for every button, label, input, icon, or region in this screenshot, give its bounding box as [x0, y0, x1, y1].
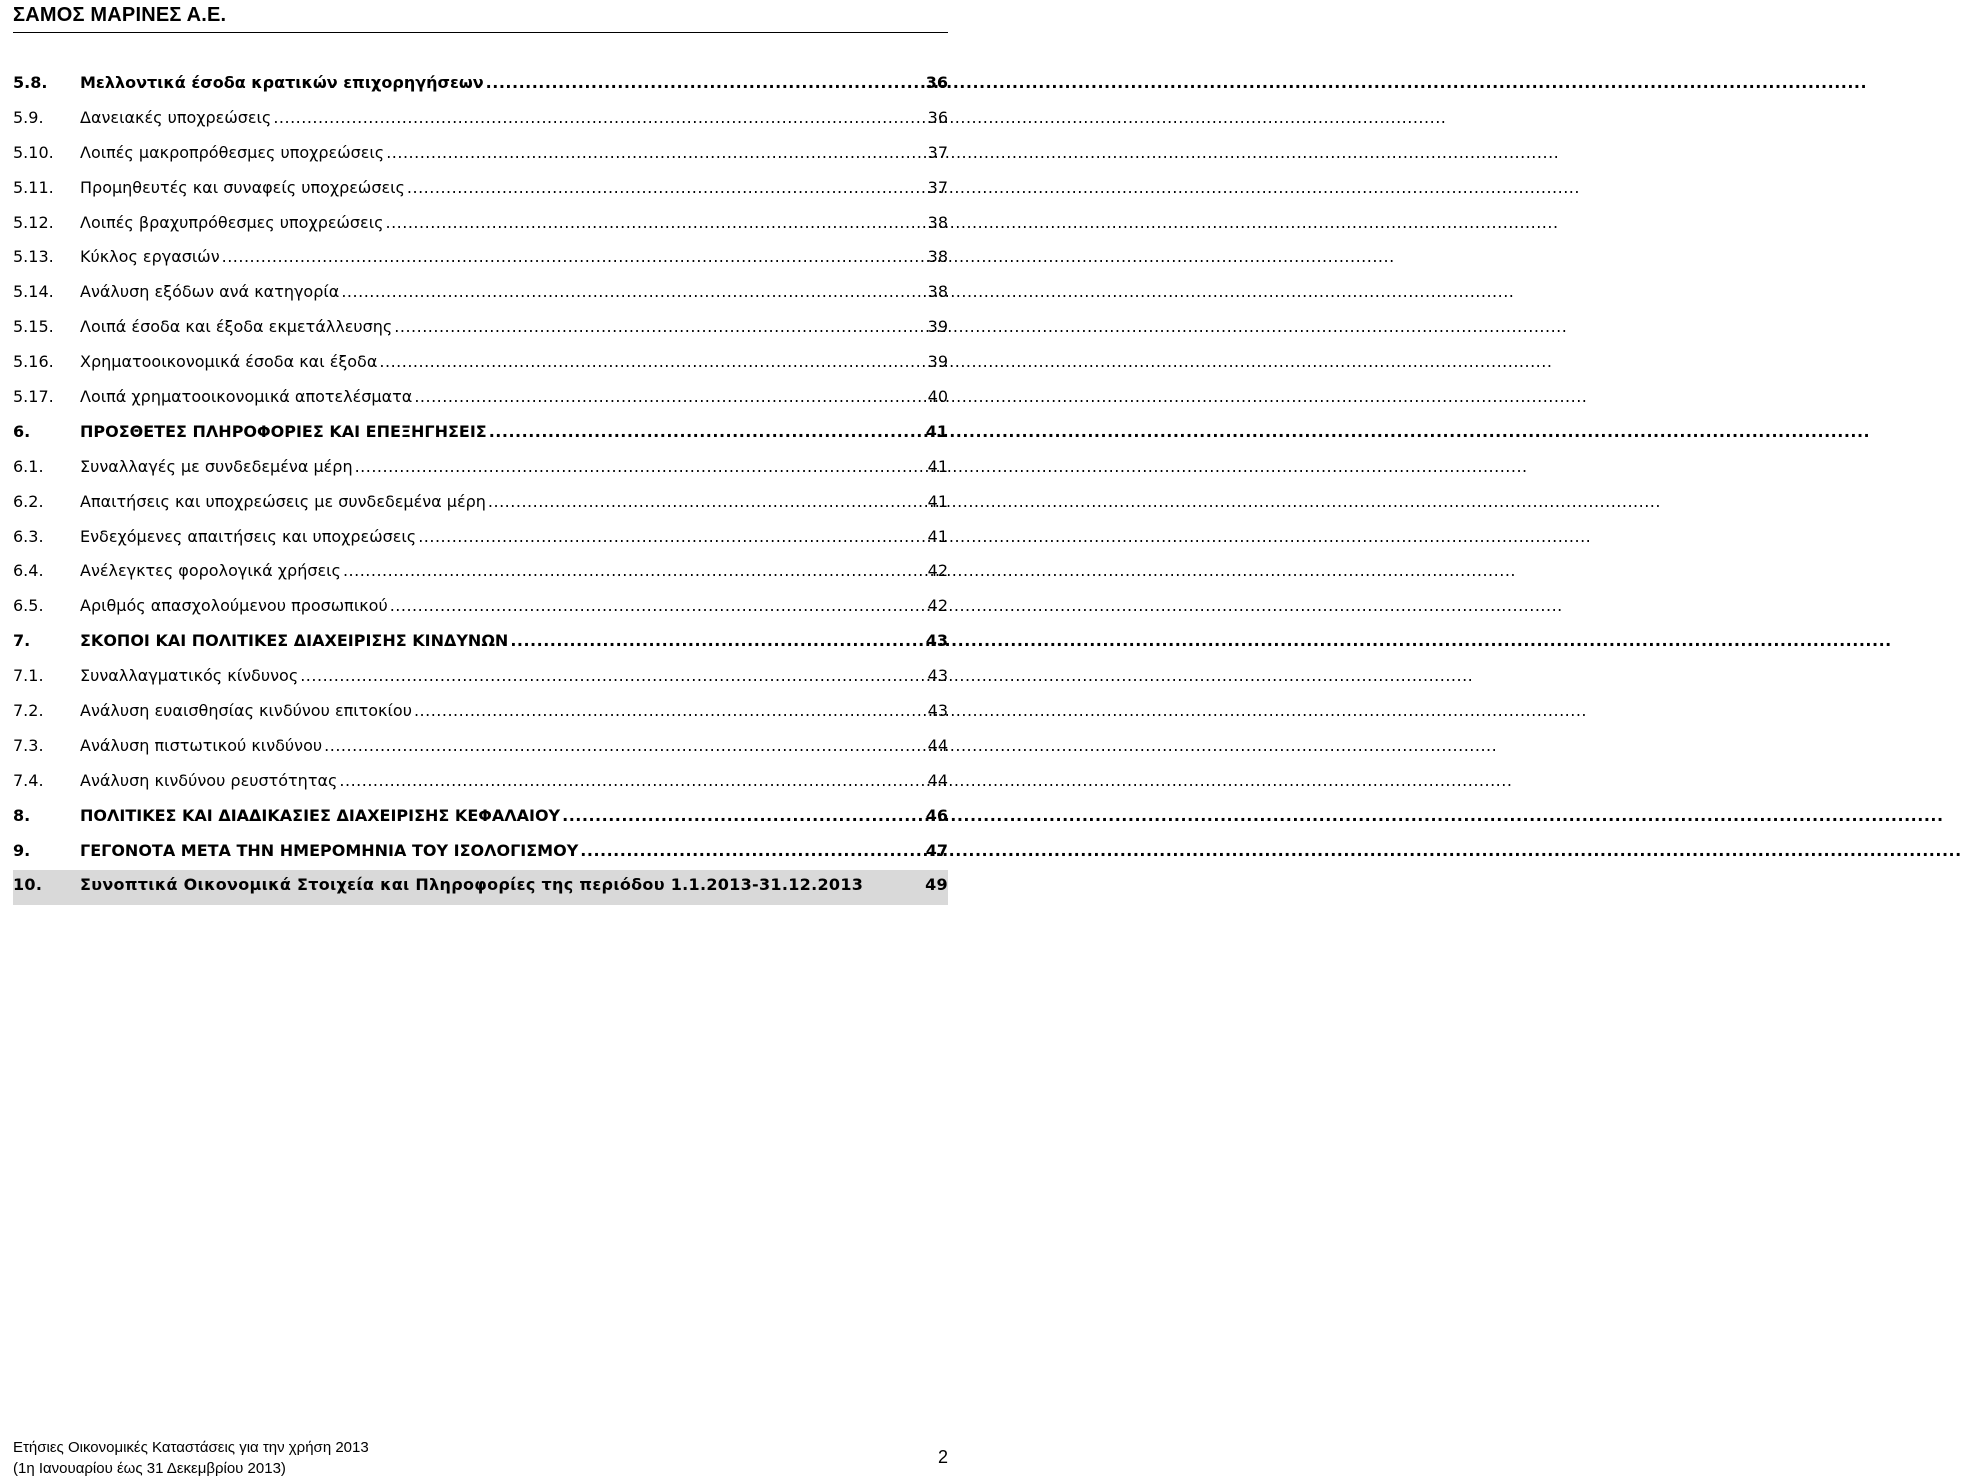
toc-entry-number: 5.15. [13, 317, 54, 337]
toc-entry-title[interactable]: Ανέλεγκτες φορολογικά χρήσεις [80, 561, 341, 581]
toc-entry[interactable] [13, 312, 948, 347]
toc-entry-page: 38 [927, 282, 948, 302]
dot-leader [271, 103, 925, 133]
document-footer [13, 1437, 948, 1475]
toc-entry[interactable] [13, 417, 948, 452]
dot-leader [341, 556, 926, 586]
toc-entry[interactable] [13, 661, 948, 696]
toc-entry-number: 6.2. [13, 491, 44, 511]
dot-leader [384, 138, 925, 168]
toc-entry-number: 5.17. [13, 387, 54, 407]
toc-entry-number: 5.8. [13, 73, 48, 92]
toc-entry[interactable] [13, 208, 948, 243]
dot-leader [353, 452, 926, 482]
toc-entry-title[interactable]: Λοιπά έσοδα και έξοδα εκμετάλλευσης [80, 317, 393, 337]
toc-entry-title[interactable]: Λοιπές βραχυπρόθεσμες υποχρεώσεις [80, 212, 384, 232]
toc-entry[interactable] [13, 766, 948, 801]
toc-entry-number: 10. [13, 875, 43, 895]
toc-entry[interactable] [13, 138, 948, 173]
toc-entry-title[interactable]: Ανάλυση εξόδων ανά κατηγορία [80, 282, 340, 302]
toc-entry[interactable] [13, 801, 948, 836]
toc-entry-title[interactable]: Χρηματοοικονομικά έσοδα και έξοδα [80, 352, 378, 372]
document-header [13, 2, 948, 33]
toc-entry-page: 42 [927, 561, 948, 581]
toc-entry-title[interactable]: Ανάλυση πιστωτικού κινδύνου [80, 735, 323, 755]
page-number: 2 [937, 1447, 948, 1467]
toc-entry-number: 7.1. [13, 666, 44, 686]
toc-entry-number: 5.12. [13, 212, 54, 232]
toc-entry-number: 7. [13, 631, 31, 651]
toc-entry-page: 46 [925, 805, 948, 825]
dot-leader [560, 801, 924, 831]
toc-entry-number: 5.9. [13, 107, 44, 127]
toc-entry-title[interactable]: Λοιπά χρηματοοικονομικά αποτελέσματα [80, 387, 413, 407]
toc-entry[interactable] [13, 696, 948, 731]
toc-entry-number: 5.14. [13, 282, 54, 302]
toc-entry-title[interactable]: Ανάλυση ευαισθησίας κινδύνου επιτοκίου [80, 701, 412, 721]
toc-entry-page: 38 [927, 247, 948, 267]
dot-leader [339, 277, 925, 307]
toc-entry-page: 39 [927, 352, 948, 372]
toc-entry-page: 49 [925, 875, 948, 895]
toc-entry-title[interactable]: ΓΕΓΟΝΟΤΑ ΜΕΤΑ ΤΗΝ ΗΜΕΡΟΜΗΝΙΑ ΤΟΥ ΙΣΟΛΟΓΙΣΜΟΥ [80, 840, 579, 860]
toc-entry-page: 40 [927, 387, 948, 407]
dot-leader [416, 522, 925, 552]
toc-entry-number: 7.2. [13, 701, 44, 721]
toc-entry-page: 41 [927, 456, 948, 476]
toc-entry-page: 41 [927, 526, 948, 546]
toc-entry[interactable] [13, 591, 948, 626]
toc-entry[interactable] [13, 347, 948, 382]
footer-period: (1η Ιανουαρίου έως 31 Δεκεμβρίου 2013) [13, 1460, 286, 1477]
toc-entry-number: 6.4. [13, 561, 44, 581]
toc-entry[interactable] [13, 242, 948, 277]
dot-leader [578, 836, 923, 866]
toc-entry-number: 6.3. [13, 526, 44, 546]
toc-entry-title[interactable]: ΠΡΟΣΘΕΤΕΣ ΠΛΗΡΟΦΟΡΙΕΣ ΚΑΙ ΕΠΕΞΗΓΗΣΕΙΣ [80, 421, 487, 441]
toc-entry-number: 7.3. [13, 735, 44, 755]
toc-entry-title[interactable]: ΣΚΟΠΟΙ ΚΑΙ ΠΟΛΙΤΙΚΕΣ ΔΙΑΧΕΙΡΙΣΗΣ ΚΙΝΔΥΝΩΝ [80, 631, 509, 651]
dot-leader [392, 312, 925, 342]
toc-entry-number: 5.16. [13, 352, 54, 372]
dot-leader [412, 382, 925, 412]
toc-entry[interactable] [13, 836, 948, 871]
toc-entry[interactable] [13, 870, 948, 905]
dot-leader [508, 626, 923, 656]
dot-leader [322, 731, 925, 761]
toc-entry-page: 41 [927, 491, 948, 511]
toc-entry-number: 7.4. [13, 770, 44, 790]
toc-entry-page: 37 [927, 177, 948, 197]
toc-entry-page: 38 [927, 212, 948, 232]
toc-entry[interactable] [13, 382, 948, 417]
toc-entry-page: 44 [927, 770, 948, 790]
toc-entry-page: 42 [927, 596, 948, 616]
dot-leader [487, 417, 924, 447]
toc-entry-number: 9. [13, 840, 31, 860]
toc-entry-number: 5.10. [13, 142, 54, 162]
toc-entry[interactable] [13, 173, 948, 208]
toc-entry[interactable] [13, 68, 948, 103]
toc-entry[interactable] [13, 626, 948, 661]
toc-entry-page: 47 [925, 840, 948, 860]
toc-entry[interactable] [13, 452, 948, 487]
toc-entry-page: 39 [927, 317, 948, 337]
toc-entry-number: 5.13. [13, 247, 54, 267]
toc-entry-page: 43 [925, 631, 948, 651]
toc-entry-page: 36 [927, 107, 948, 127]
dot-leader [220, 242, 926, 272]
dot-leader [486, 487, 926, 517]
dot-leader [337, 766, 925, 796]
toc-entry[interactable] [13, 277, 948, 312]
toc-entry[interactable] [13, 556, 948, 591]
toc-entry-page: 37 [927, 142, 948, 162]
dot-leader [298, 661, 925, 691]
toc-entry-title[interactable]: Ενδεχόμενες απαιτήσεις και υποχρεώσεις [80, 526, 417, 546]
toc-entry-title[interactable]: Ανάλυση κινδύνου ρευστότητας [80, 770, 338, 790]
toc-entry-title[interactable]: Προμηθευτές και συναφείς υποχρεώσεις [80, 177, 405, 197]
company-name: ΣΑΜΟΣ ΜΑΡΙΝΕΣ Α.Ε. [13, 4, 227, 26]
dot-leader [484, 68, 924, 98]
toc-entry-number: 6.5. [13, 596, 44, 616]
toc-entry[interactable] [13, 522, 948, 557]
toc-entry-page: 41 [925, 421, 948, 441]
toc-entry-page: 43 [927, 701, 948, 721]
dot-leader [384, 208, 926, 238]
toc-entry-page: 36 [925, 73, 948, 92]
toc-entry-page: 43 [927, 666, 948, 686]
toc-entry-title[interactable]: Μελλοντικά έσοδα κρατικών επιχορηγήσεων [80, 73, 484, 92]
toc-entry-number: 5.11. [13, 177, 54, 197]
toc-entry-title[interactable]: Λοιπές μακροπρόθεσμες υποχρεώσεις [80, 142, 385, 162]
toc-entry-title[interactable]: Συναλλαγματικός κίνδυνος [80, 666, 299, 686]
table-of-contents [13, 68, 948, 905]
toc-entry[interactable] [13, 103, 948, 138]
toc-entry-number: 8. [13, 805, 31, 825]
toc-entry-number: 6. [13, 421, 31, 441]
toc-entry-title[interactable]: Αριθμός απασχολούμενου προσωπικού [80, 596, 388, 616]
toc-entry-title[interactable]: Δανειακές υποχρεώσεις [80, 107, 272, 127]
dot-leader [412, 696, 926, 726]
toc-entry-title[interactable]: Συνοπτικά Οικονομικά Στοιχεία και Πληροφορίες της περιόδου 1.1.2013-31.12.2013 [80, 875, 864, 895]
dot-leader [377, 347, 925, 377]
toc-entry-title[interactable]: Κύκλος εργασιών [80, 247, 220, 267]
toc-entry-page: 44 [927, 735, 948, 755]
toc-entry-title[interactable]: Απαιτήσεις και υποχρεώσεις με συνδεδεμένα μέρη [80, 491, 486, 511]
toc-entry-title[interactable]: Συναλλαγές με συνδεδεμένα μέρη [80, 456, 353, 476]
dot-leader [405, 173, 926, 203]
dot-leader [388, 591, 926, 621]
toc-entry[interactable] [13, 487, 948, 522]
footer-title: Ετήσιες Οικονομικές Καταστάσεις για την χρήση 2013 [13, 1439, 369, 1456]
toc-entry-title[interactable]: ΠΟΛΙΤΙΚΕΣ ΚΑΙ ΔΙΑΔΙΚΑΣΙΕΣ ΔΙΑΧΕΙΡΙΣΗΣ ΚΕΦΑΛΑΙΟΥ [80, 805, 561, 825]
toc-entry[interactable] [13, 731, 948, 766]
toc-entry-number: 6.1. [13, 456, 44, 476]
